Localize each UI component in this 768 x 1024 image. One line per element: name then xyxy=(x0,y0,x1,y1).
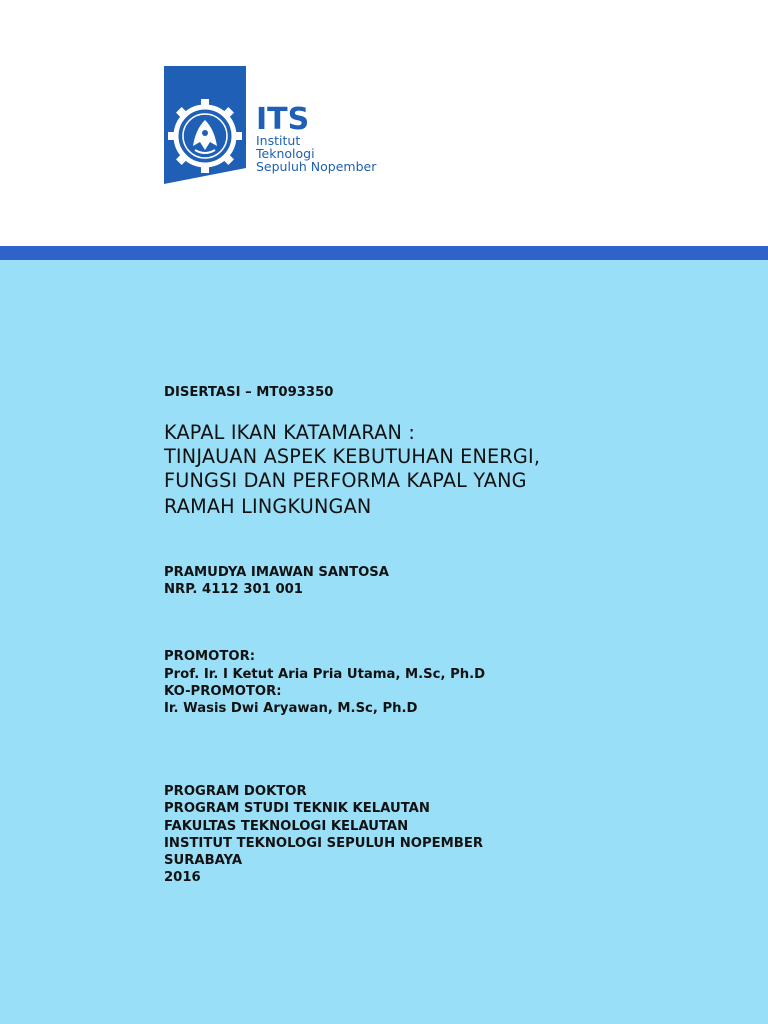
co-promotor-label: KO-PROMOTOR: xyxy=(164,684,282,699)
title-line-2: TINJAUAN ASPEK KEBUTUHAN ENERGI, xyxy=(164,445,541,468)
header xyxy=(0,0,768,246)
institution-line-4: INSTITUT TEKNOLOGI SEPULUH NOPEMBER xyxy=(164,836,483,851)
institution-line-1: PROGRAM DOKTOR xyxy=(164,784,307,799)
logo-line-2: Teknologi xyxy=(256,146,315,161)
co-promotor-name: Ir. Wasis Dwi Aryawan, M.Sc, Ph.D xyxy=(164,701,418,716)
institution-city: SURABAYA xyxy=(164,853,243,868)
institution-line-3: FAKULTAS TEKNOLOGI KELAUTAN xyxy=(164,819,409,834)
promotor-name: Prof. Ir. I Ketut Aria Pria Utama, M.Sc, Ph.D xyxy=(164,667,486,682)
author-nrp: NRP. 4112 301 001 xyxy=(164,582,303,597)
institution-line-2: PROGRAM STUDI TEKNIK KELAUTAN xyxy=(164,801,430,816)
logo-acronym: ITS xyxy=(256,102,310,137)
author-name: PRAMUDYA IMAWAN SANTOSA xyxy=(164,565,390,580)
title-line-3: FUNGSI DAN PERFORMA KAPAL YANG xyxy=(164,469,527,492)
logo-line-3: Sepuluh Nopember xyxy=(256,159,377,174)
promotor-label: PROMOTOR: xyxy=(164,649,255,664)
header-stripe xyxy=(0,246,768,260)
title-line-4: RAMAH LINGKUNGAN xyxy=(164,495,372,518)
logo-text xyxy=(256,102,377,174)
institution-year: 2016 xyxy=(164,870,201,885)
its-emblem-icon xyxy=(164,66,246,184)
logo-line-1: Institut xyxy=(256,133,301,148)
title-line-1: KAPAL IKAN KATAMARAN : xyxy=(164,421,416,444)
document-code: DISERTASI – MT093350 xyxy=(164,385,334,400)
cover-panel xyxy=(0,260,768,1024)
